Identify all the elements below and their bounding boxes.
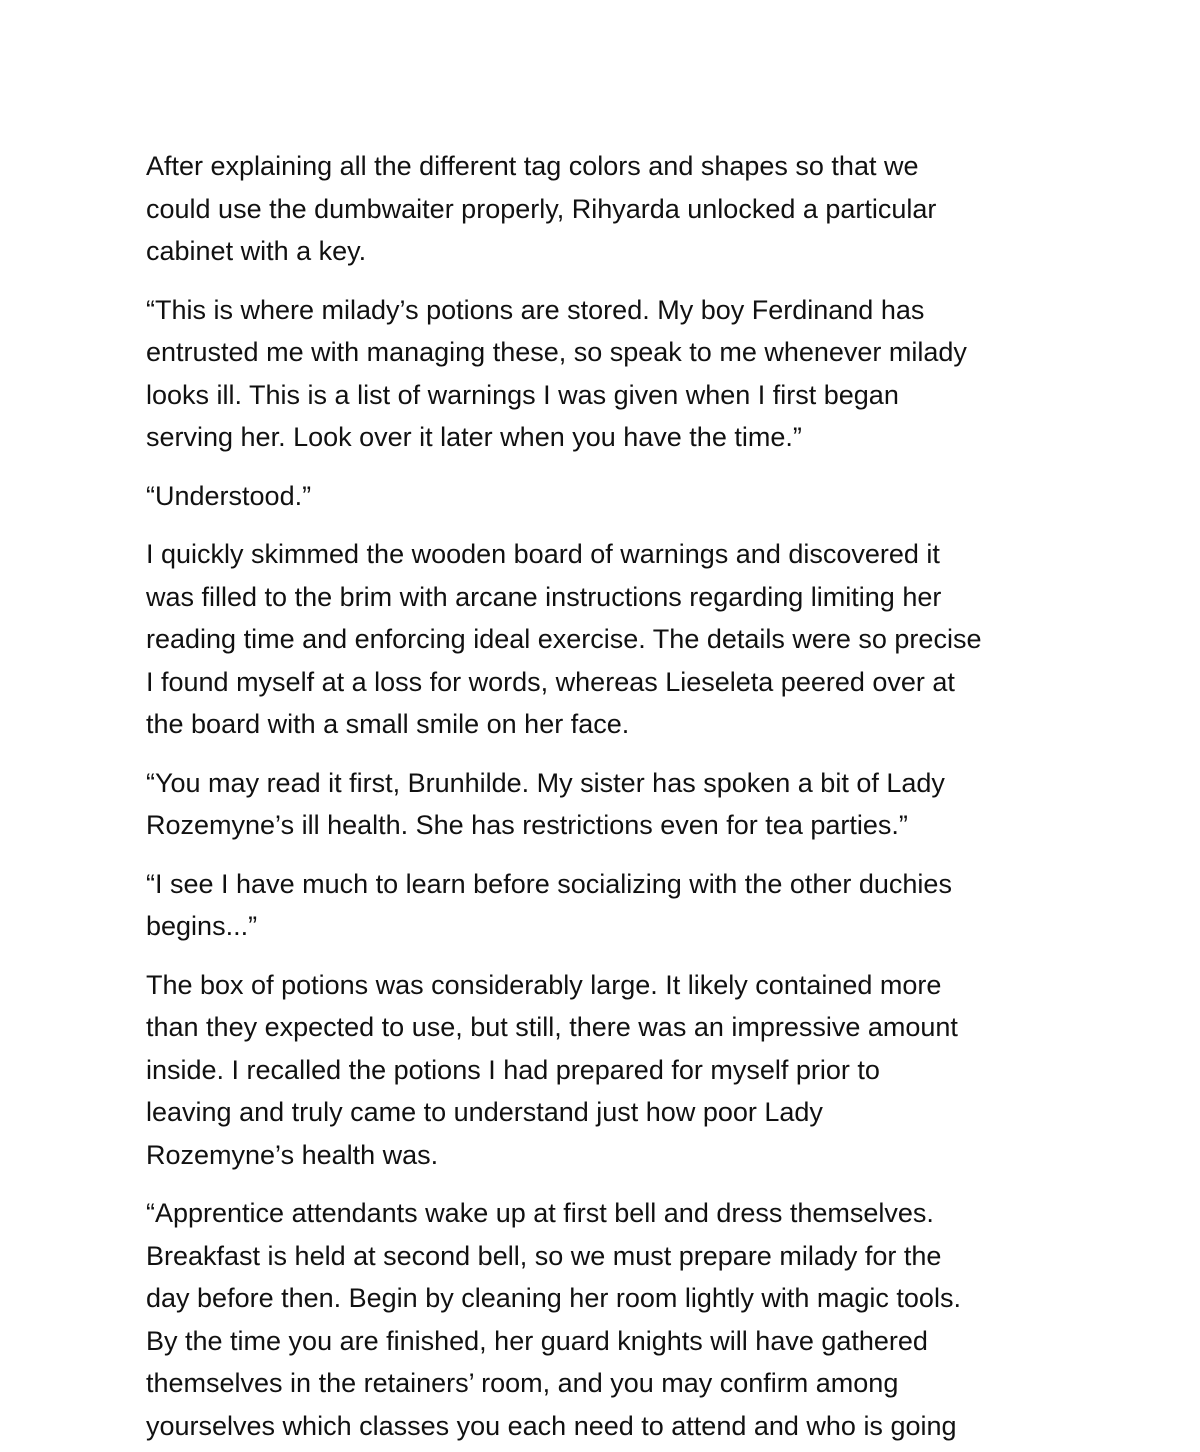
text-line: cabinet with a key.	[146, 236, 367, 266]
text-line: The box of potions was considerably large. It likely contained more	[146, 969, 942, 1000]
paragraph-5	[146, 762, 1066, 847]
text-line: After explaining all the different tag colors and shapes so that we	[146, 151, 919, 181]
text-line: begins...”	[146, 911, 258, 941]
text-line: could use the dumbwaiter properly, Rihyarda unlocked a particular	[146, 193, 937, 224]
text-line: entrusted me with managing these, so speak to me whenever milady	[146, 337, 967, 367]
text-line: looks ill. This is a list of warnings I was given when I first began	[146, 379, 899, 410]
text-line: “I see I have much to learn before socializing with the other duchies	[146, 868, 952, 899]
text-line: leaving and truly came to understand just how poor Lady	[146, 1097, 823, 1127]
text-line: By the time you are finished, her guard knights will have gathered	[146, 1325, 928, 1356]
text-line: “Apprentice attendants wake up at first bell and dress themselves.	[146, 1198, 934, 1228]
text-line: was filled to the brim with arcane instructions regarding limiting her	[146, 581, 942, 612]
text-line: inside. I recalled the potions I had prepared for myself prior to	[146, 1054, 880, 1085]
text-line: themselves in the retainers’ room, and you may confirm among	[146, 1368, 899, 1398]
paragraph-1	[146, 145, 1066, 273]
text-line: serving her. Look over it later when you have the time.”	[146, 422, 802, 452]
text-line: Breakfast is held at second bell, so we must prepare milady for the	[146, 1240, 942, 1271]
paragraph-3	[146, 475, 1066, 518]
text-line: day before then. Begin by cleaning her room lightly with magic tools.	[146, 1283, 961, 1313]
paragraph-6	[146, 863, 1066, 948]
text-line: the board with a small smile on her face.	[146, 709, 630, 739]
text-line: “Understood.”	[146, 480, 312, 511]
text-line: Rozemyne’s health was.	[146, 1139, 439, 1170]
text-line: reading time and enforcing ideal exercise. The details were so precise	[146, 624, 982, 654]
document-body	[146, 145, 1066, 1452]
paragraph-2	[146, 289, 1066, 459]
text-line: I found myself at a loss for words, whereas Lieseleta peered over at	[146, 666, 955, 697]
text-line: “You may read it first, Brunhilde. My sister has spoken a bit of Lady	[146, 767, 945, 798]
paragraph-7	[146, 964, 1066, 1177]
text-line: Rozemyne’s ill health. She has restrictions even for tea parties.”	[146, 810, 908, 840]
text-line: I quickly skimmed the wooden board of warnings and discovered it	[146, 539, 940, 569]
paragraph-8	[146, 1192, 1066, 1447]
text-line: “This is where milady’s potions are stored. My boy Ferdinand has	[146, 294, 925, 325]
text-line: yourselves which classes you each need to attend and who is going	[146, 1410, 957, 1441]
paragraph-4	[146, 533, 1066, 746]
text-line: than they expected to use, but still, there was an impressive amount	[146, 1012, 958, 1042]
